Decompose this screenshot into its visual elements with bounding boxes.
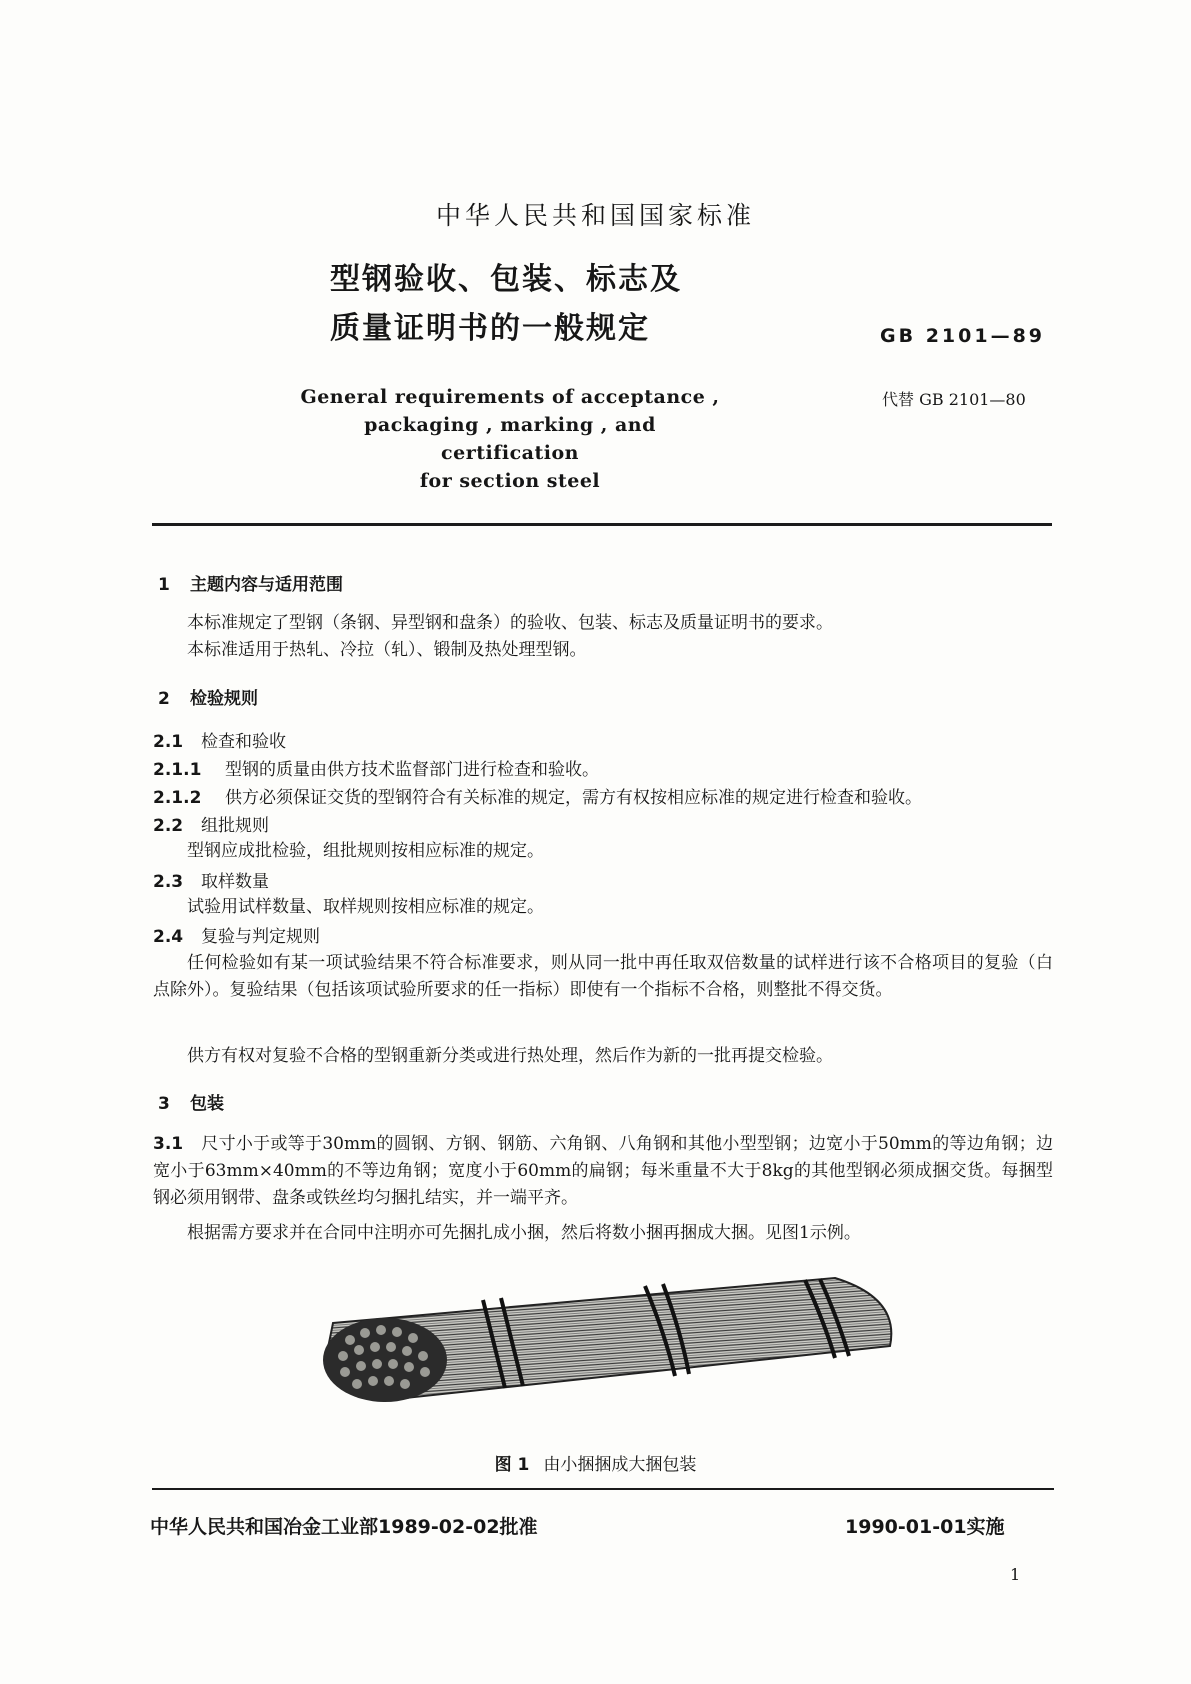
- section-2-heading: [158, 684, 258, 709]
- figure-caption: [0, 1450, 1191, 1475]
- section-number: 3: [158, 1094, 170, 1114]
- section-title: 主题内容与适用范围: [190, 575, 343, 595]
- figure-label: 图 1: [494, 1455, 530, 1475]
- section-number: 1: [158, 575, 170, 595]
- footer-divider: [152, 1488, 1054, 1490]
- standard-type-heading: 中华人民共和国国家标准: [435, 201, 755, 230]
- title-en: [300, 383, 720, 495]
- section-title: 包装: [190, 1094, 224, 1114]
- clause-title: 复验与判定规则: [201, 927, 320, 947]
- clause-2-2: [153, 811, 269, 836]
- section-1-heading: [158, 570, 343, 595]
- header-divider: [152, 523, 1052, 526]
- figure-caption-text: 由小捆捆成大捆包装: [543, 1455, 697, 1475]
- clause-text: 型钢的质量由供方技术监督部门进行检查和验收。: [225, 760, 599, 780]
- clause-number: 2.2: [153, 816, 184, 836]
- clause-title: 组批规则: [201, 816, 269, 836]
- section-number: 2: [158, 689, 170, 709]
- clause-number: 2.1.1: [153, 760, 202, 780]
- paragraph: 型钢应成批检验，组批规则按相应标准的规定。: [187, 841, 544, 861]
- paragraph: 供方有权对复验不合格的型钢重新分类或进行热处理，然后作为新的一批再提交检验。: [187, 1046, 833, 1066]
- clause-number: 2.1: [153, 732, 184, 752]
- title-cn-line1: 型钢验收、包装、标志及: [330, 262, 682, 297]
- paragraph: 本标准规定了型钢（条钢、异型钢和盘条）的验收、包装、标志及质量证明书的要求。: [187, 613, 833, 633]
- title-en-line2: packaging , marking , and certification: [364, 414, 656, 464]
- clause-2-1-2: [153, 783, 922, 808]
- clause-text: 尺寸小于或等于30mm的圆钢、方钢、钢筋、六角钢、八角钢和其他小型型钢；边宽小于50mm的等边角钢；边宽小于63mm×40mm的不等边角钢；宽度小于60mm的扁钢；每米重量不大于8kg的其他型钢必须成捆交货。每捆型钢必须用钢带、盘条或铁丝均匀捆扎结实，并一端平齐。: [153, 1134, 1053, 1208]
- section-3-heading: [158, 1089, 224, 1114]
- replaces-standard: 代替 GB 2101—80: [882, 390, 1026, 409]
- title-cn-line2: 质量证明书的一般规定: [330, 311, 650, 346]
- section-title: 检验规则: [190, 689, 258, 709]
- clause-2-1: [153, 727, 286, 752]
- steel-bundle-figure: [315, 1268, 905, 1408]
- page-number: 1: [1010, 1565, 1021, 1584]
- clause-text: 供方必须保证交货的型钢符合有关标准的规定，需方有权按相应标准的规定进行检查和验收。: [225, 788, 922, 808]
- clause-number: 2.4: [153, 927, 184, 947]
- clause-3-1: [153, 1131, 1053, 1212]
- clause-title: 检查和验收: [201, 732, 286, 752]
- paragraph: 任何检验如有某一项试验结果不符合标准要求，则从同一批中再任取双倍数量的试样进行该不合格项目的复验（白点除外）。复验结果（包括该项试验所要求的任一指标）即使有一个指标不合格，则整批不得交货。: [153, 953, 1053, 1000]
- clause-title: 取样数量: [201, 872, 269, 892]
- approval-line: 中华人民共和国冶金工业部1989-02-02批准: [150, 1516, 538, 1538]
- clause-2-1-1: [153, 755, 599, 780]
- clause-2-3: [153, 867, 269, 892]
- paragraph: 根据需方要求并在合同中注明亦可先捆扎成小捆，然后将数小捆再捆成大捆。见图1示例。: [187, 1223, 861, 1243]
- effective-date: 1990-01-01实施: [845, 1516, 1005, 1538]
- paragraph: 本标准适用于热轧、冷拉（轧）、锻制及热处理型钢。: [187, 640, 587, 660]
- clause-2-4: [153, 922, 320, 947]
- standard-number: GB 2101—89: [880, 325, 1046, 347]
- title-en-line1: General requirements of acceptance ,: [300, 386, 720, 408]
- title-en-line3: for section steel: [419, 470, 601, 492]
- paragraph: 试验用试样数量、取样规则按相应标准的规定。: [187, 897, 544, 917]
- clause-number: 2.1.2: [153, 788, 202, 808]
- clause-number: 3.1: [153, 1134, 184, 1154]
- clause-number: 2.3: [153, 872, 184, 892]
